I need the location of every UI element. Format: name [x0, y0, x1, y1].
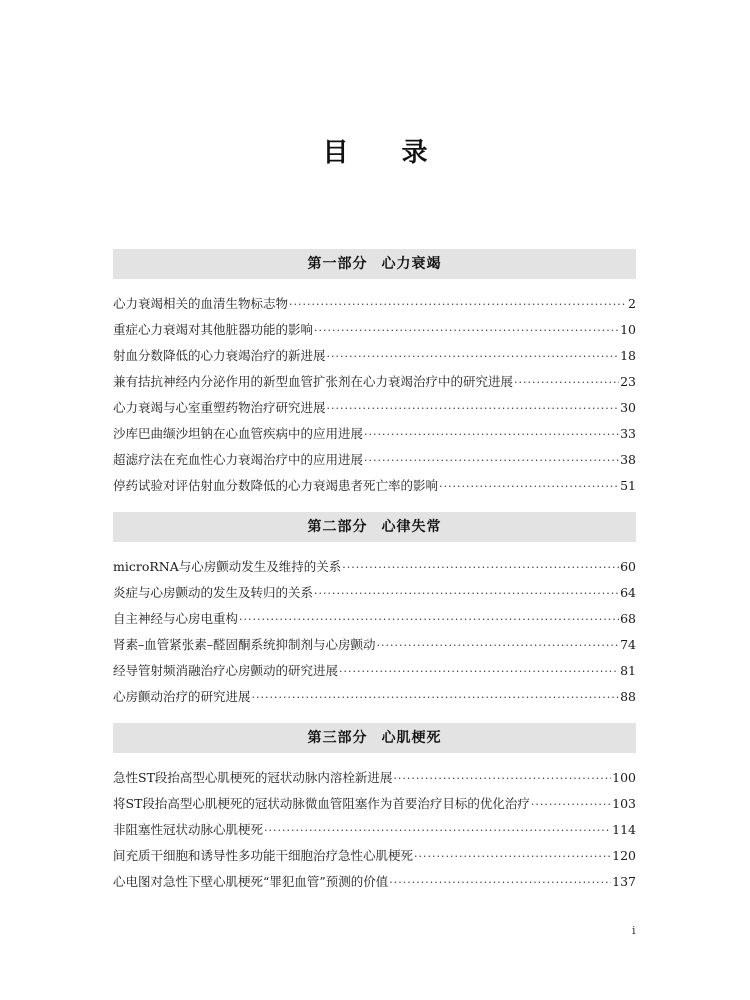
entry-page: 33 [620, 426, 636, 441]
toc-entry[interactable] [113, 343, 636, 369]
toc-entry[interactable] [113, 580, 636, 606]
section-header [113, 249, 636, 279]
entry-title: 经导管射频消融治疗心房颤动的研究进展 [113, 663, 339, 678]
dot-leader [414, 844, 611, 870]
section-entries [113, 291, 636, 499]
toc-entry[interactable] [113, 606, 636, 632]
dot-leader [393, 766, 611, 792]
entry-page: 74 [620, 637, 636, 652]
entry-title: 心力衰竭与心室重塑药物治疗研究进展 [113, 400, 326, 415]
dot-leader [439, 474, 619, 500]
entry-title: 非阻塞性冠状动脉心肌梗死 [113, 822, 264, 837]
section-number: 第二部分 [307, 519, 368, 535]
toc-entry[interactable] [113, 658, 636, 684]
toc-entry[interactable] [113, 421, 636, 447]
entry-title: 超滤疗法在充血性心力衰竭治疗中的应用进展 [113, 452, 364, 467]
section-header [113, 512, 636, 542]
page-folio: i [632, 924, 636, 937]
entry-page: 68 [620, 611, 636, 626]
dot-leader [289, 292, 627, 318]
entry-page: 10 [620, 322, 636, 337]
dot-leader [327, 396, 620, 422]
entry-title: 沙库巴曲缬沙坦钠在心血管疾病中的应用进展 [113, 426, 364, 441]
dot-leader [339, 659, 619, 685]
entry-title: 停药试验对评估射血分数降低的心力衰竭患者死亡率的影响 [113, 478, 439, 493]
entry-page: 2 [628, 296, 636, 311]
toc-entry[interactable] [113, 684, 636, 710]
dot-leader [389, 870, 611, 896]
toc-entry[interactable] [113, 317, 636, 343]
entry-page: 103 [612, 796, 636, 811]
entry-title: 射血分数降低的心力衰竭治疗的新进展 [113, 348, 326, 363]
toc-entry[interactable] [113, 369, 636, 395]
entry-page: 81 [620, 663, 636, 678]
dot-leader [377, 633, 620, 659]
entry-title: 急性ST段抬高型心肌梗死的冠状动脉内溶栓新进展 [113, 770, 393, 785]
entry-title: 心电图对急性下壁心肌梗死“罪犯血管”预测的价值 [113, 874, 389, 889]
dot-leader [364, 448, 619, 474]
section-entries [113, 765, 636, 895]
dot-leader [364, 422, 619, 448]
section-name: 心律失常 [381, 519, 442, 535]
toc-entry[interactable] [113, 473, 636, 499]
toc-entry[interactable] [113, 843, 636, 869]
toc-entry[interactable] [113, 869, 636, 895]
entry-page: 18 [620, 348, 636, 363]
entry-page: 120 [612, 848, 636, 863]
section-name: 心力衰竭 [381, 256, 442, 272]
table-of-contents [113, 249, 636, 908]
section-number: 第一部分 [307, 256, 368, 272]
section-number: 第三部分 [307, 730, 368, 746]
entry-title: 肾素–血管紧张素–醛固酮系统抑制剂与心房颤动 [113, 637, 376, 652]
entry-title: 自主神经与心房电重构 [113, 611, 239, 626]
entry-title: 将ST段抬高型心肌梗死的冠状动脉微血管阻塞作为首要治疗目标的优化治疗 [113, 796, 530, 811]
dot-leader [514, 370, 619, 396]
dot-leader [239, 607, 619, 633]
entry-title: microRNA与心房颤动发生及维持的关系 [113, 559, 342, 574]
dot-leader [342, 555, 619, 581]
entry-page: 100 [612, 770, 636, 785]
entry-page: 30 [620, 400, 636, 415]
entry-page: 88 [620, 689, 636, 704]
entry-page: 38 [620, 452, 636, 467]
entry-page: 64 [620, 585, 636, 600]
entry-title: 重症心力衰竭对其他脏器功能的影响 [113, 322, 314, 337]
page-title: 目 录 [322, 138, 450, 168]
toc-entry[interactable] [113, 447, 636, 473]
section-header [113, 723, 636, 753]
dot-leader [252, 685, 620, 711]
dot-leader [531, 792, 611, 818]
toc-entry[interactable] [113, 395, 636, 421]
toc-entry[interactable] [113, 632, 636, 658]
entry-page: 23 [620, 374, 636, 389]
entry-title: 间充质干细胞和诱导性多功能干细胞治疗急性心肌梗死 [113, 848, 414, 863]
entry-title: 心力衰竭相关的血清生物标志物 [113, 296, 289, 311]
dot-leader [314, 318, 619, 344]
toc-entry[interactable] [113, 291, 636, 317]
toc-entry[interactable] [113, 554, 636, 580]
dot-leader [264, 818, 611, 844]
toc-entry[interactable] [113, 817, 636, 843]
section-entries [113, 554, 636, 710]
entry-page: 114 [612, 822, 636, 837]
dot-leader [314, 581, 619, 607]
entry-page: 137 [612, 874, 636, 889]
entry-page: 60 [620, 559, 636, 574]
entry-page: 51 [620, 478, 636, 493]
entry-title: 炎症与心房颤动的发生及转归的关系 [113, 585, 314, 600]
section-name: 心肌梗死 [381, 730, 442, 746]
entry-title: 心房颤动治疗的研究进展 [113, 689, 251, 704]
entry-title: 兼有拮抗神经内分泌作用的新型血管扩张剂在心力衰竭治疗中的研究进展 [113, 374, 514, 389]
dot-leader [327, 344, 620, 370]
toc-entry[interactable] [113, 765, 636, 791]
toc-entry[interactable] [113, 791, 636, 817]
